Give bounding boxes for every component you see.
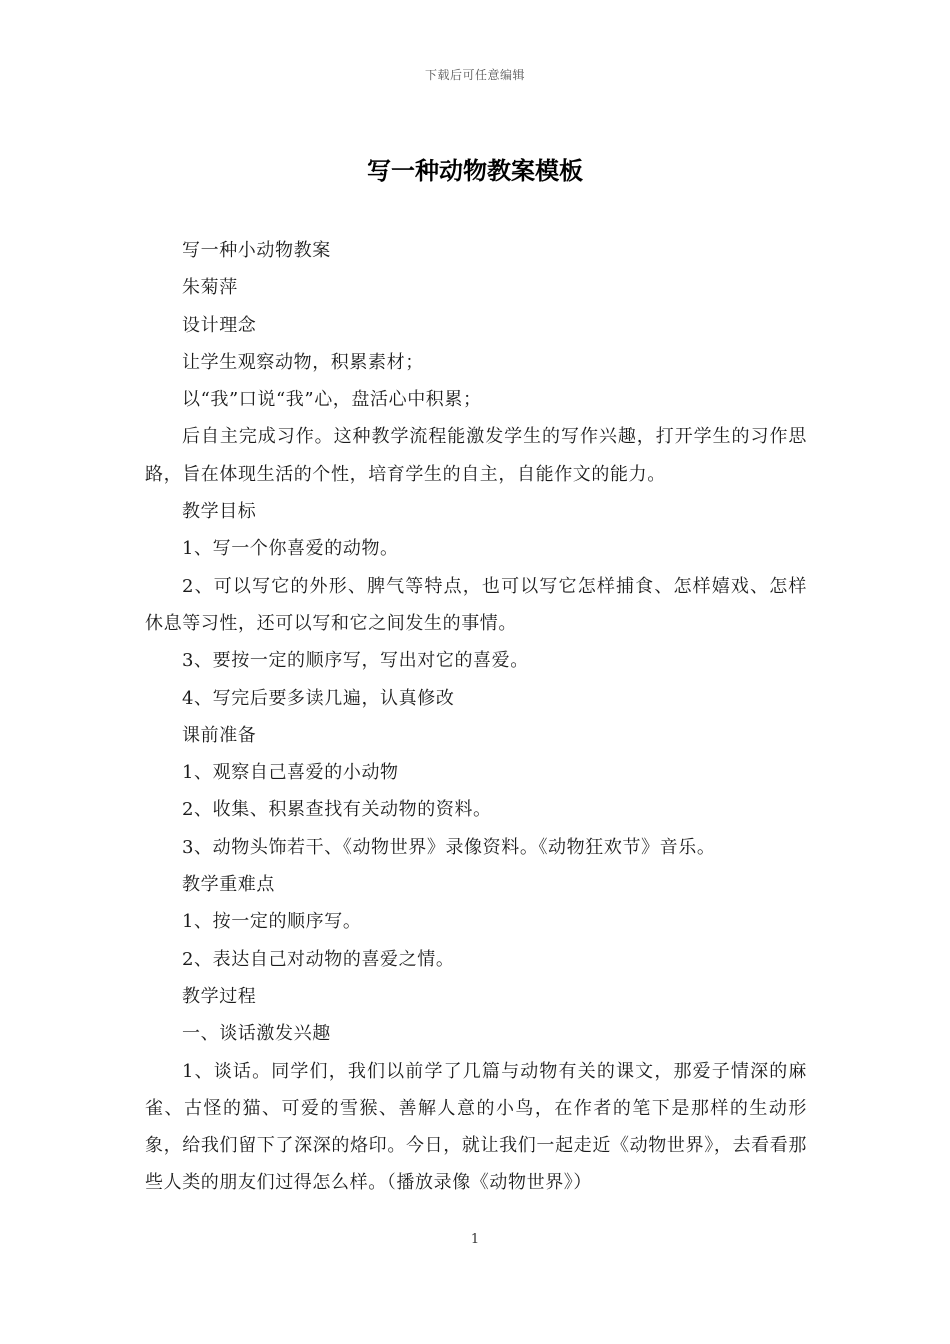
- paragraph: 写一种小动物教案: [182, 240, 331, 261]
- paragraph: 4、写完后要多读几遍，认真修改: [182, 687, 455, 709]
- document-title: 写一种动物教案模板: [367, 156, 583, 185]
- paragraph: 2、表达自己对动物的喜爱之情。: [182, 948, 455, 970]
- paragraph: 朱菊萍: [182, 277, 238, 299]
- paragraph: 一、谈话激发兴趣: [182, 1023, 331, 1045]
- paragraph: 3、要按一定的顺序写，写出对它的喜爱。: [182, 650, 529, 672]
- paragraph: 2、可以写它的外形、脾气等特点，也可以写它怎样捕食、怎样嬉戏、怎样休息等习性，还可以写和它之间发生的事情。: [145, 575, 807, 634]
- paragraph: 教学目标: [182, 501, 257, 523]
- paragraph: 1、按一定的顺序写。: [182, 911, 362, 933]
- paragraph: 1、观察自己喜爱的小动物: [182, 762, 399, 784]
- paragraph: 设计理念: [182, 314, 257, 336]
- paragraph: 1、谈话。同学们，我们以前学了几篇与动物有关的课文，那爱子情深的麻雀、古怪的猫、可爱的雪猴、善解人意的小鸟，在作者的笔下是那样的生动形象，给我们留下了深深的烙印。今日，就让我们一起走近《动物世界》，去看看那些人类的朋友们过得怎么样。（播放录像《动物世界》）: [145, 1060, 807, 1194]
- paragraph: 2、收集、积累查找有关动物的资料。: [182, 799, 492, 821]
- paragraph: 3、动物头饰若干、《动物世界》录像资料。《动物狂欢节》音乐。: [182, 836, 716, 858]
- paragraph: 让学生观察动物，积累素材；: [182, 351, 424, 373]
- document-body: [145, 232, 807, 1202]
- paragraph: 1、写一个你喜爱的动物。: [182, 538, 399, 560]
- page-number: 1: [470, 1232, 480, 1247]
- paragraph: 教学重难点: [182, 874, 275, 896]
- paragraph: 教学过程: [182, 985, 257, 1007]
- page-header-note: 下载后可任意编辑: [424, 68, 525, 82]
- paragraph: 后自主完成习作。这种教学流程能激发学生的写作兴趣，打开学生的习作思路，旨在体现生活的个性，培育学生的自主，自能作文的能力。: [145, 426, 807, 485]
- paragraph: 以“我”口说“我”心，盘活心中积累；: [182, 389, 482, 411]
- paragraph: 课前准备: [182, 724, 257, 746]
